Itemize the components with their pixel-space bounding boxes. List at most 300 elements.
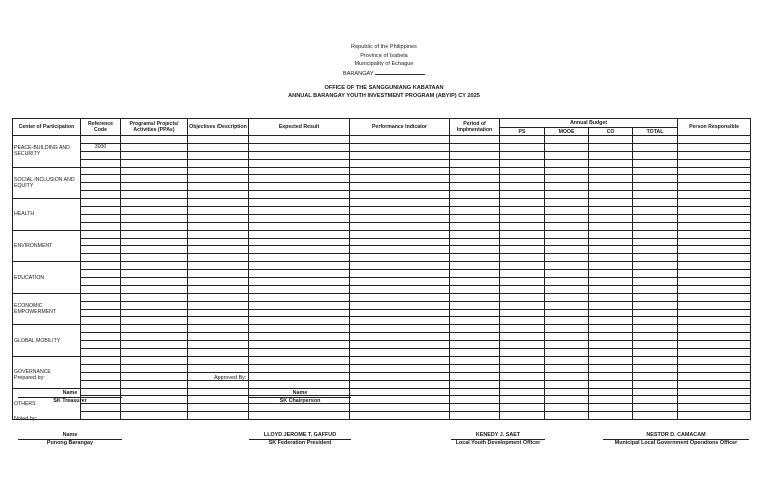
table-cell[interactable] <box>121 293 188 301</box>
table-cell[interactable] <box>589 136 633 144</box>
table-cell[interactable] <box>678 254 751 262</box>
table-cell[interactable] <box>678 380 751 388</box>
table-cell[interactable] <box>249 349 350 357</box>
table-cell[interactable] <box>188 380 249 388</box>
table-cell[interactable] <box>188 167 249 175</box>
table-cell[interactable] <box>350 278 450 286</box>
table-cell[interactable] <box>121 262 188 270</box>
table-cell[interactable] <box>633 380 678 388</box>
table-cell[interactable] <box>249 151 350 159</box>
table-cell[interactable] <box>500 183 545 191</box>
table-cell[interactable] <box>188 388 249 396</box>
table-cell[interactable] <box>450 412 500 420</box>
table-cell[interactable] <box>249 285 350 293</box>
table-cell[interactable] <box>545 167 589 175</box>
table-cell[interactable] <box>121 254 188 262</box>
table-cell[interactable] <box>589 199 633 207</box>
table-cell[interactable] <box>500 246 545 254</box>
table-cell[interactable] <box>633 167 678 175</box>
table-cell[interactable] <box>589 238 633 246</box>
table-cell[interactable] <box>188 207 249 215</box>
table-cell[interactable] <box>678 285 751 293</box>
table-cell[interactable] <box>121 396 188 404</box>
table-cell[interactable] <box>450 270 500 278</box>
table-cell[interactable] <box>350 246 450 254</box>
table-cell[interactable] <box>500 317 545 325</box>
table-cell[interactable] <box>121 207 188 215</box>
table-cell[interactable] <box>545 175 589 183</box>
table-cell[interactable] <box>350 136 450 144</box>
table-cell[interactable] <box>500 207 545 215</box>
table-cell[interactable] <box>633 285 678 293</box>
table-cell[interactable] <box>450 191 500 199</box>
table-cell[interactable] <box>500 270 545 278</box>
table-cell[interactable] <box>500 380 545 388</box>
table-cell[interactable] <box>450 349 500 357</box>
table-cell[interactable] <box>589 404 633 412</box>
table-cell[interactable] <box>249 191 350 199</box>
table-cell[interactable] <box>500 238 545 246</box>
table-cell[interactable] <box>678 238 751 246</box>
table-cell[interactable] <box>500 372 545 380</box>
table-cell[interactable] <box>188 301 249 309</box>
table-cell[interactable] <box>545 325 589 333</box>
table-cell[interactable] <box>500 388 545 396</box>
table-cell[interactable] <box>589 317 633 325</box>
table-cell[interactable] <box>249 380 350 388</box>
table-cell[interactable] <box>249 412 350 420</box>
table-cell[interactable] <box>545 159 589 167</box>
table-cell[interactable] <box>188 238 249 246</box>
table-cell[interactable] <box>450 238 500 246</box>
table-cell[interactable] <box>678 293 751 301</box>
table-cell[interactable] <box>678 356 751 364</box>
table-cell[interactable] <box>350 222 450 230</box>
table-cell[interactable] <box>589 364 633 372</box>
table-cell[interactable] <box>121 341 188 349</box>
table-cell[interactable] <box>545 222 589 230</box>
table-cell[interactable] <box>633 412 678 420</box>
table-cell[interactable] <box>249 293 350 301</box>
table-cell[interactable] <box>188 356 249 364</box>
table-cell[interactable] <box>678 191 751 199</box>
table-cell[interactable] <box>350 380 450 388</box>
table-cell[interactable] <box>633 254 678 262</box>
table-cell[interactable] <box>350 309 450 317</box>
table-cell[interactable] <box>350 293 450 301</box>
table-cell[interactable] <box>545 183 589 191</box>
table-cell[interactable] <box>633 207 678 215</box>
table-cell[interactable] <box>500 199 545 207</box>
table-cell[interactable] <box>249 317 350 325</box>
table-cell[interactable] <box>450 293 500 301</box>
table-cell[interactable] <box>589 159 633 167</box>
table-cell[interactable] <box>350 349 450 357</box>
table-cell[interactable] <box>350 183 450 191</box>
table-cell[interactable] <box>589 285 633 293</box>
table-cell[interactable] <box>633 143 678 151</box>
table-cell[interactable] <box>450 183 500 191</box>
table-cell[interactable] <box>249 159 350 167</box>
table-cell[interactable] <box>350 254 450 262</box>
table-cell[interactable] <box>500 191 545 199</box>
table-cell[interactable] <box>589 349 633 357</box>
table-cell[interactable] <box>249 199 350 207</box>
table-cell[interactable] <box>678 167 751 175</box>
table-cell[interactable] <box>589 293 633 301</box>
table-cell[interactable] <box>500 278 545 286</box>
table-cell[interactable] <box>188 349 249 357</box>
table-cell[interactable] <box>188 309 249 317</box>
table-cell[interactable] <box>633 136 678 144</box>
table-cell[interactable] <box>450 222 500 230</box>
table-cell[interactable] <box>188 317 249 325</box>
table-cell[interactable] <box>678 207 751 215</box>
table-cell[interactable] <box>121 317 188 325</box>
table-cell[interactable] <box>350 159 450 167</box>
table-cell[interactable] <box>450 278 500 286</box>
table-cell[interactable] <box>121 199 188 207</box>
table-cell[interactable] <box>589 143 633 151</box>
table-cell[interactable] <box>633 199 678 207</box>
table-cell[interactable] <box>545 143 589 151</box>
table-cell[interactable] <box>450 317 500 325</box>
table-cell[interactable] <box>633 183 678 191</box>
table-cell[interactable] <box>678 309 751 317</box>
table-cell[interactable] <box>545 301 589 309</box>
table-cell[interactable] <box>350 270 450 278</box>
table-cell[interactable] <box>500 301 545 309</box>
table-cell[interactable] <box>500 341 545 349</box>
table-cell[interactable] <box>500 404 545 412</box>
table-cell[interactable] <box>350 285 450 293</box>
table-cell[interactable] <box>249 136 350 144</box>
table-cell[interactable] <box>678 404 751 412</box>
table-cell[interactable] <box>121 278 188 286</box>
table-cell[interactable] <box>678 262 751 270</box>
table-cell[interactable] <box>188 396 249 404</box>
table-cell[interactable] <box>121 388 188 396</box>
table-cell[interactable] <box>633 293 678 301</box>
table-cell[interactable] <box>500 159 545 167</box>
table-cell[interactable] <box>121 230 188 238</box>
table-cell[interactable] <box>633 175 678 183</box>
table-cell[interactable] <box>678 183 751 191</box>
table-cell[interactable] <box>350 301 450 309</box>
table-cell[interactable] <box>589 254 633 262</box>
table-cell[interactable] <box>249 364 350 372</box>
table-cell[interactable] <box>249 270 350 278</box>
table-cell[interactable] <box>633 214 678 222</box>
table-cell[interactable] <box>450 175 500 183</box>
table-cell[interactable] <box>450 356 500 364</box>
table-cell[interactable] <box>500 349 545 357</box>
table-cell[interactable] <box>350 214 450 222</box>
table-cell[interactable] <box>633 246 678 254</box>
table-cell[interactable] <box>249 278 350 286</box>
table-cell[interactable] <box>545 207 589 215</box>
table-cell[interactable] <box>188 254 249 262</box>
table-cell[interactable] <box>589 372 633 380</box>
table-cell[interactable] <box>188 278 249 286</box>
table-cell[interactable] <box>500 396 545 404</box>
table-cell[interactable] <box>545 396 589 404</box>
table-cell[interactable] <box>350 230 450 238</box>
table-cell[interactable] <box>249 372 350 380</box>
table-cell[interactable] <box>545 199 589 207</box>
table-cell[interactable] <box>121 412 188 420</box>
table-cell[interactable] <box>450 151 500 159</box>
table-cell[interactable] <box>188 199 249 207</box>
table-cell[interactable] <box>188 159 249 167</box>
table-cell[interactable] <box>589 222 633 230</box>
table-cell[interactable] <box>188 364 249 372</box>
table-cell[interactable] <box>450 262 500 270</box>
table-cell[interactable] <box>121 372 188 380</box>
table-cell[interactable] <box>633 262 678 270</box>
table-cell[interactable] <box>633 356 678 364</box>
table-cell[interactable] <box>350 238 450 246</box>
table-cell[interactable] <box>589 333 633 341</box>
table-cell[interactable] <box>350 372 450 380</box>
table-cell[interactable] <box>350 175 450 183</box>
table-cell[interactable] <box>545 317 589 325</box>
table-cell[interactable] <box>121 183 188 191</box>
table-cell[interactable] <box>121 356 188 364</box>
table-cell[interactable] <box>500 167 545 175</box>
table-cell[interactable] <box>450 404 500 412</box>
table-cell[interactable] <box>121 333 188 341</box>
table-cell[interactable] <box>249 175 350 183</box>
table-cell[interactable] <box>249 254 350 262</box>
table-cell[interactable] <box>589 278 633 286</box>
table-cell[interactable] <box>678 317 751 325</box>
table-cell[interactable] <box>545 136 589 144</box>
table-cell[interactable] <box>249 222 350 230</box>
table-cell[interactable] <box>121 151 188 159</box>
table-cell[interactable] <box>500 175 545 183</box>
table-cell[interactable] <box>633 151 678 159</box>
table-cell[interactable] <box>678 159 751 167</box>
table-cell[interactable] <box>350 364 450 372</box>
table-cell[interactable] <box>249 143 350 151</box>
table-cell[interactable] <box>589 356 633 364</box>
table-cell[interactable] <box>678 364 751 372</box>
table-cell[interactable] <box>500 143 545 151</box>
table-cell[interactable] <box>545 214 589 222</box>
table-cell[interactable] <box>500 325 545 333</box>
table-cell[interactable] <box>589 167 633 175</box>
table-cell[interactable] <box>350 191 450 199</box>
table-cell[interactable] <box>589 191 633 199</box>
table-cell[interactable] <box>249 167 350 175</box>
table-cell[interactable] <box>188 175 249 183</box>
table-cell[interactable] <box>249 301 350 309</box>
table-cell[interactable] <box>500 136 545 144</box>
table-cell[interactable] <box>589 246 633 254</box>
table-cell[interactable] <box>350 341 450 349</box>
table-cell[interactable] <box>249 214 350 222</box>
table-cell[interactable] <box>249 230 350 238</box>
table-cell[interactable] <box>500 214 545 222</box>
table-cell[interactable] <box>249 341 350 349</box>
table-cell[interactable] <box>350 143 450 151</box>
table-cell[interactable] <box>633 349 678 357</box>
table-cell[interactable] <box>678 230 751 238</box>
table-cell[interactable] <box>589 388 633 396</box>
table-cell[interactable] <box>450 285 500 293</box>
table-cell[interactable] <box>249 309 350 317</box>
table-cell[interactable] <box>450 143 500 151</box>
table-cell[interactable] <box>500 254 545 262</box>
table-cell[interactable] <box>545 246 589 254</box>
table-cell[interactable] <box>188 230 249 238</box>
table-cell[interactable] <box>350 167 450 175</box>
table-cell[interactable] <box>545 262 589 270</box>
table-cell[interactable] <box>545 380 589 388</box>
table-cell[interactable] <box>350 396 450 404</box>
table-cell[interactable] <box>450 167 500 175</box>
table-cell[interactable] <box>545 341 589 349</box>
table-cell[interactable] <box>249 238 350 246</box>
table-cell[interactable] <box>188 136 249 144</box>
table-cell[interactable] <box>121 214 188 222</box>
table-cell[interactable] <box>589 341 633 349</box>
table-cell[interactable] <box>500 151 545 159</box>
table-cell[interactable] <box>545 412 589 420</box>
table-cell[interactable] <box>450 396 500 404</box>
table-cell[interactable] <box>678 372 751 380</box>
table-cell[interactable] <box>500 230 545 238</box>
table-cell[interactable] <box>188 246 249 254</box>
table-cell[interactable] <box>589 183 633 191</box>
table-cell[interactable] <box>633 191 678 199</box>
table-cell[interactable] <box>678 222 751 230</box>
table-cell[interactable] <box>500 262 545 270</box>
table-cell[interactable] <box>350 356 450 364</box>
table-cell[interactable] <box>545 404 589 412</box>
table-cell[interactable] <box>545 349 589 357</box>
table-cell[interactable] <box>450 333 500 341</box>
table-cell[interactable] <box>249 333 350 341</box>
table-cell[interactable] <box>500 364 545 372</box>
table-cell[interactable] <box>188 341 249 349</box>
table-cell[interactable] <box>545 309 589 317</box>
table-cell[interactable] <box>450 309 500 317</box>
table-cell[interactable] <box>678 143 751 151</box>
table-cell[interactable] <box>121 270 188 278</box>
table-cell[interactable] <box>500 222 545 230</box>
table-cell[interactable] <box>589 262 633 270</box>
table-cell[interactable] <box>633 317 678 325</box>
table-cell[interactable] <box>350 333 450 341</box>
table-cell[interactable] <box>678 136 751 144</box>
table-cell[interactable] <box>121 364 188 372</box>
table-cell[interactable] <box>188 285 249 293</box>
table-cell[interactable] <box>121 238 188 246</box>
table-cell[interactable] <box>121 159 188 167</box>
table-cell[interactable] <box>678 151 751 159</box>
table-cell[interactable] <box>545 230 589 238</box>
table-cell[interactable] <box>589 309 633 317</box>
table-cell[interactable] <box>350 404 450 412</box>
table-cell[interactable] <box>350 325 450 333</box>
table-cell[interactable] <box>450 372 500 380</box>
table-cell[interactable] <box>633 364 678 372</box>
table-cell[interactable] <box>545 388 589 396</box>
table-cell[interactable] <box>188 191 249 199</box>
table-cell[interactable] <box>678 412 751 420</box>
table-cell[interactable] <box>545 151 589 159</box>
table-cell[interactable] <box>545 285 589 293</box>
table-cell[interactable] <box>545 191 589 199</box>
table-cell[interactable] <box>121 136 188 144</box>
table-cell[interactable] <box>121 191 188 199</box>
table-cell[interactable] <box>589 151 633 159</box>
table-cell[interactable] <box>450 388 500 396</box>
table-cell[interactable] <box>450 136 500 144</box>
table-cell[interactable] <box>545 293 589 301</box>
table-cell[interactable] <box>188 325 249 333</box>
table-cell[interactable] <box>500 333 545 341</box>
table-cell[interactable] <box>450 230 500 238</box>
table-cell[interactable] <box>678 246 751 254</box>
table-cell[interactable] <box>678 325 751 333</box>
table-cell[interactable] <box>188 214 249 222</box>
table-cell[interactable] <box>450 207 500 215</box>
table-cell[interactable] <box>500 285 545 293</box>
table-cell[interactable] <box>500 356 545 364</box>
table-cell[interactable] <box>678 278 751 286</box>
table-cell[interactable] <box>350 412 450 420</box>
table-cell[interactable] <box>678 341 751 349</box>
table-cell[interactable] <box>121 167 188 175</box>
table-cell[interactable] <box>545 270 589 278</box>
table-cell[interactable] <box>188 333 249 341</box>
table-cell[interactable] <box>249 356 350 364</box>
table-cell[interactable] <box>249 262 350 270</box>
table-cell[interactable] <box>633 270 678 278</box>
table-cell[interactable] <box>589 230 633 238</box>
table-cell[interactable] <box>545 372 589 380</box>
table-cell[interactable] <box>450 199 500 207</box>
table-cell[interactable] <box>450 246 500 254</box>
table-cell[interactable] <box>633 372 678 380</box>
table-cell[interactable] <box>589 214 633 222</box>
table-cell[interactable] <box>121 325 188 333</box>
table-cell[interactable] <box>589 396 633 404</box>
table-cell[interactable] <box>678 388 751 396</box>
table-cell[interactable] <box>633 341 678 349</box>
table-cell[interactable] <box>678 199 751 207</box>
table-cell[interactable] <box>350 388 450 396</box>
table-cell[interactable] <box>121 309 188 317</box>
table-cell[interactable] <box>350 199 450 207</box>
table-cell[interactable] <box>633 333 678 341</box>
table-cell[interactable] <box>545 238 589 246</box>
table-cell[interactable] <box>545 333 589 341</box>
table-cell[interactable] <box>678 175 751 183</box>
table-cell[interactable] <box>678 349 751 357</box>
table-cell[interactable] <box>188 222 249 230</box>
table-cell[interactable] <box>121 222 188 230</box>
table-cell[interactable] <box>589 270 633 278</box>
table-cell[interactable] <box>545 364 589 372</box>
table-cell[interactable] <box>188 293 249 301</box>
table-cell[interactable] <box>500 412 545 420</box>
table-cell[interactable] <box>678 301 751 309</box>
table-cell[interactable] <box>188 151 249 159</box>
